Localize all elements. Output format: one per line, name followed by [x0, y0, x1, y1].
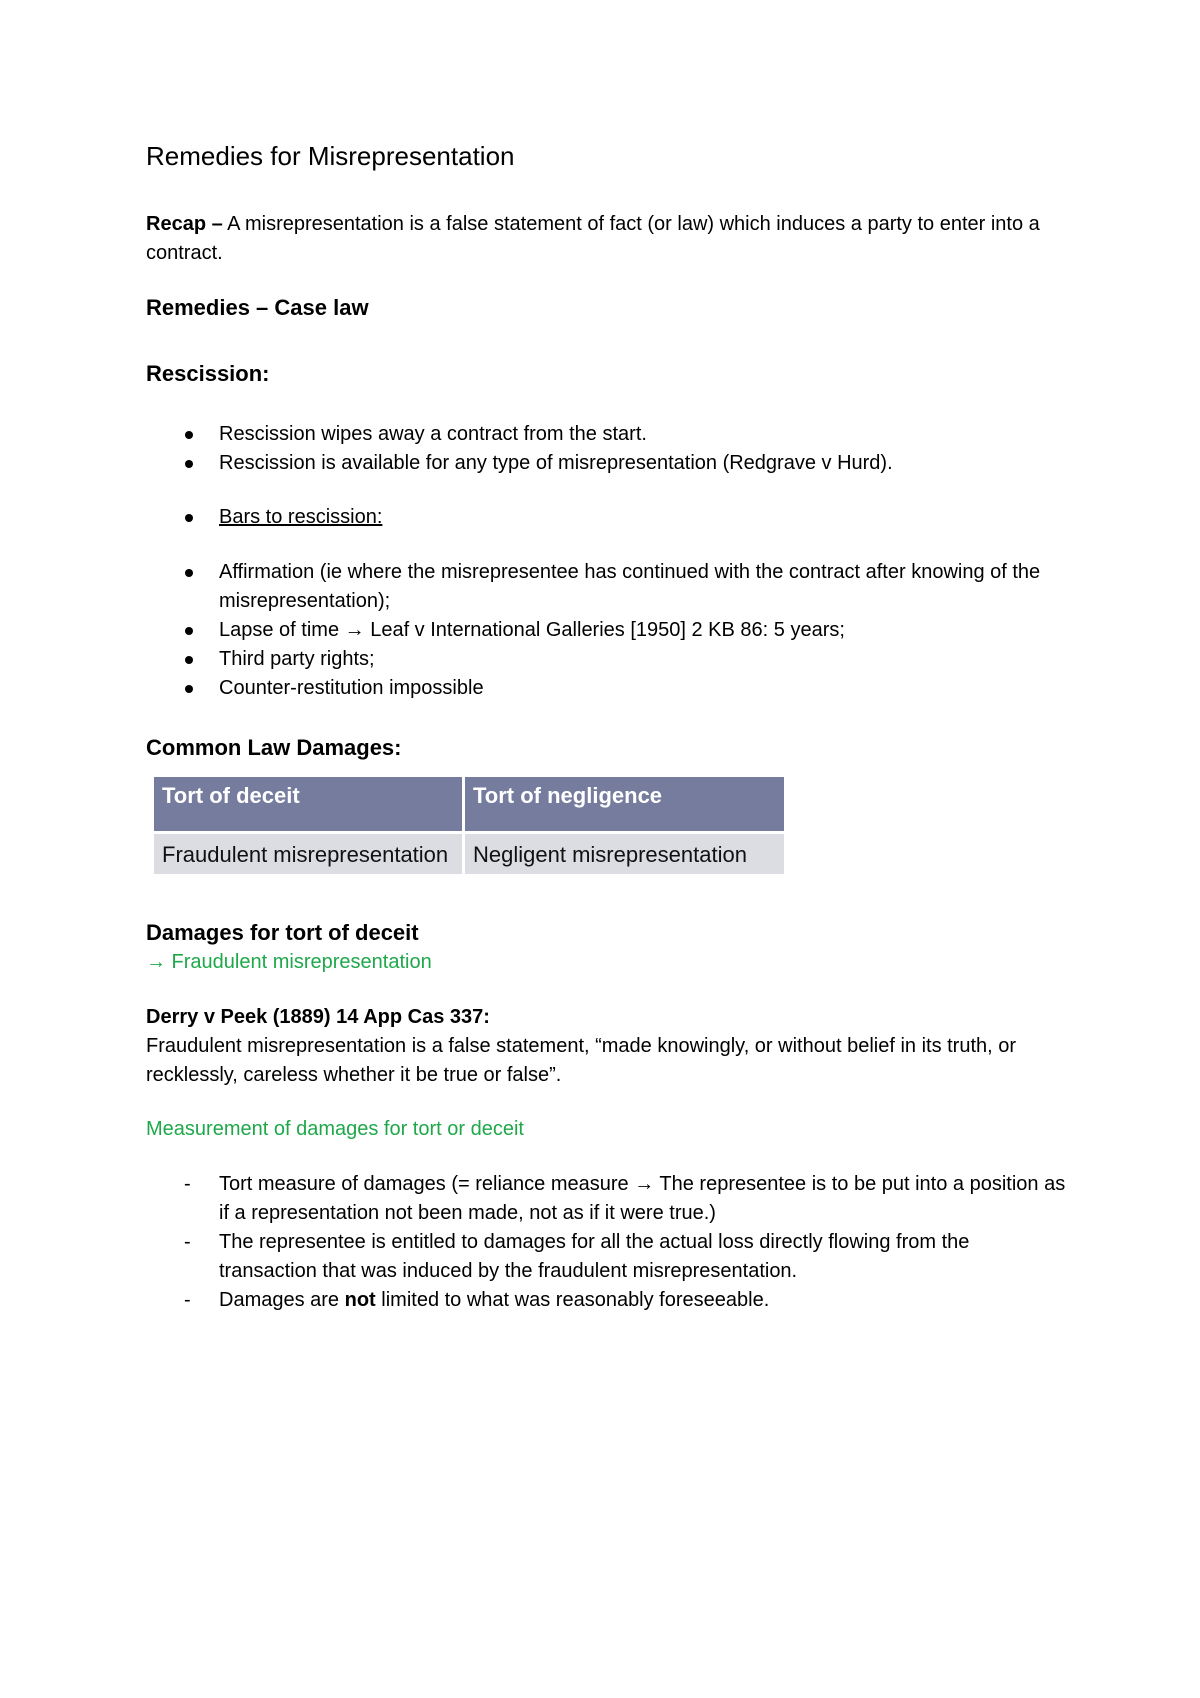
list-item-text: Rescission wipes away a contract from the start.: [219, 422, 647, 445]
bullet-icon: [185, 627, 193, 635]
list-item: [146, 1286, 1066, 1315]
remedies-heading: Remedies – Case law: [146, 294, 369, 320]
rescission-list: [146, 420, 1066, 478]
deceit-subheading: [146, 948, 1066, 977]
list-item: [146, 1170, 1066, 1228]
list-item-text: Lapse of time: [219, 618, 340, 641]
table-header-cell: Tort of deceit: [154, 777, 464, 833]
emphasis-text: not: [344, 1289, 376, 1312]
bullet-icon: [185, 514, 193, 522]
bullet-icon: [185, 569, 193, 577]
list-item: [146, 420, 1066, 449]
list-item: [146, 503, 1066, 532]
bars-label: Bars to rescission:: [219, 505, 383, 528]
case-title: Derry v Peek (1889) 14 App Cas 337:: [146, 1006, 490, 1029]
dash-icon: -: [184, 1173, 191, 1196]
list-item-text: Counter-restitution impossible: [219, 676, 484, 699]
bullet-icon: [185, 460, 193, 468]
table-row: [154, 832, 786, 874]
list-item-text: limited to what was reasonably foreseeable.: [375, 1289, 770, 1312]
recap-label: Recap –: [146, 212, 223, 235]
list-item-text: Damages are: [219, 1289, 345, 1312]
table-header-cell: Tort of negligence: [464, 777, 786, 833]
bullet-icon: [185, 431, 193, 439]
recap-text: A misrepresentation is a false statement of fact (or law) which induces a party to enter into a contract.: [146, 212, 1040, 264]
arrow-right-icon: →: [344, 618, 365, 641]
measurement-list: [146, 1170, 1066, 1315]
bullet-icon: [185, 685, 193, 693]
rescission-heading: Rescission:: [146, 361, 270, 387]
document-page: [146, 140, 1066, 1315]
list-item: [146, 674, 1066, 703]
dash-icon: -: [184, 1289, 191, 1312]
common-law-heading: Common Law Damages:: [146, 734, 402, 760]
list-item: [146, 558, 1066, 616]
table-cell: Negligent misrepresentation: [464, 832, 786, 874]
list-item-text: Tort measure of damages (= reliance measure: [219, 1173, 629, 1196]
measurement-heading: Measurement of damages for tort or deceit: [146, 1118, 524, 1141]
table-cell: Fraudulent misrepresentation: [154, 832, 464, 874]
damages-table: [154, 777, 787, 874]
bars-label-list: [146, 503, 1066, 532]
arrow-right-icon: →: [634, 1173, 655, 1196]
table-header-row: [154, 777, 786, 833]
list-item-text: Third party rights;: [219, 647, 375, 670]
list-item: [146, 616, 1066, 645]
case-text: Fraudulent misrepresentation is a false statement, “made knowingly, or without belief in its truth, or recklessly, careless whether it be true or false”.: [146, 1035, 1017, 1087]
recap-paragraph: [146, 210, 1066, 268]
list-item-text: The representee is to be put into a position as if a representation not been made, not as if it were true.): [219, 1173, 1066, 1225]
dash-icon: -: [184, 1231, 191, 1254]
list-item: [146, 1228, 1066, 1286]
list-item: [146, 449, 1066, 478]
page-title: Remedies for Misrepresentation: [146, 141, 515, 171]
list-item-text: Leaf v International Galleries [1950] 2 KB 86: 5 years;: [364, 618, 845, 641]
arrow-right-icon: →: [146, 951, 166, 974]
list-item-text: Rescission is available for any type of misrepresentation (Redgrave v Hurd).: [219, 451, 893, 474]
bars-list: [146, 558, 1066, 703]
deceit-heading: Damages for tort of deceit: [146, 919, 419, 945]
list-item-text: The representee is entitled to damages for all the actual loss directly flowing from the transaction that was induced by the fraudulent misrepresentation.: [219, 1231, 970, 1283]
list-item-text: Affirmation (ie where the misrepresentee has continued with the contract after knowing of the misrepresentation);: [219, 560, 1041, 612]
deceit-subheading-text: Fraudulent misrepresentation: [166, 951, 432, 974]
list-item: [146, 645, 1066, 674]
bullet-icon: [185, 656, 193, 664]
